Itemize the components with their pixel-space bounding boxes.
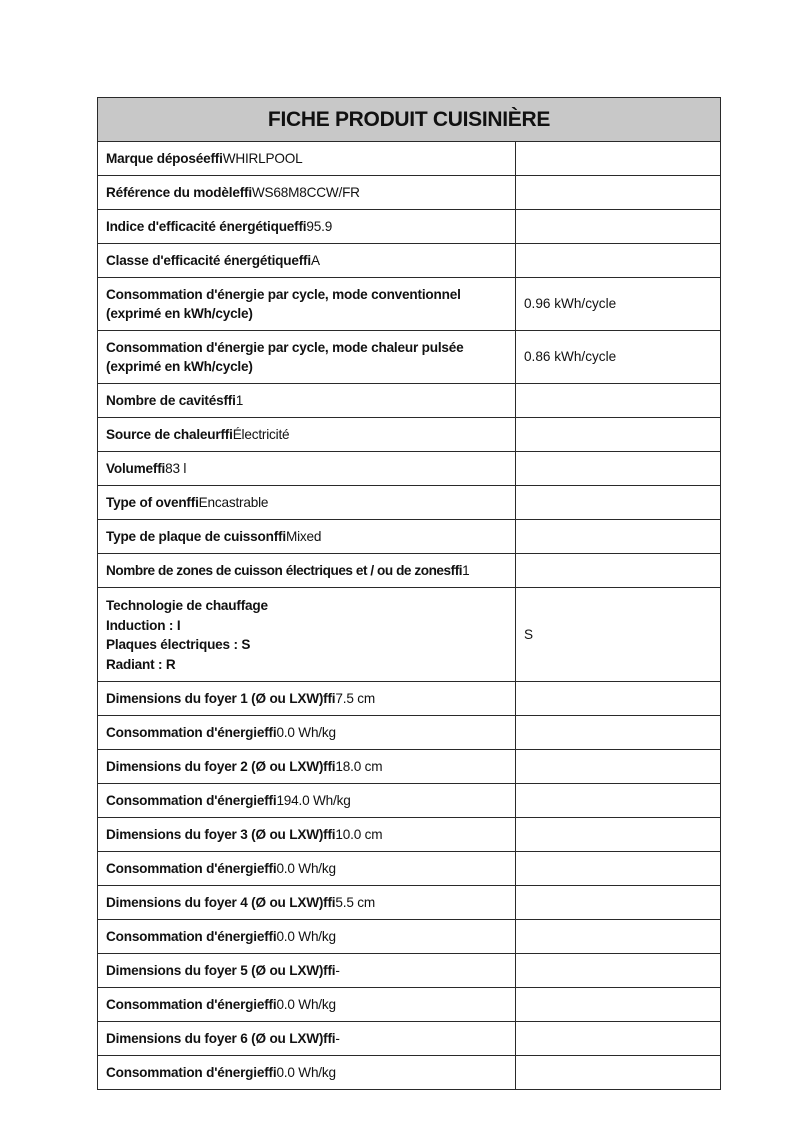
row-label — [98, 554, 516, 588]
field-name-unit: (exprimé en kWh/cycle) — [106, 306, 253, 321]
field-value: 18.0 cm — [335, 758, 383, 774]
field-value: 0.0 Wh/kg — [276, 1064, 336, 1080]
table-row — [98, 520, 721, 554]
field-name: Nombre de zones de cuisson électriques et / ou de zonesffi — [106, 562, 463, 578]
row-label — [98, 1022, 516, 1056]
row-value — [516, 784, 721, 818]
field-name: Dimensions du foyer 4 (Ø ou LXW)ffi — [106, 894, 336, 910]
legend-radiant: Radiant : R — [106, 656, 176, 672]
table-row — [98, 142, 721, 176]
row-value — [516, 954, 721, 988]
row-value — [516, 1022, 721, 1056]
table-row — [98, 954, 721, 988]
table-row — [98, 1022, 721, 1056]
row-value: 0.86 kWh/cycle — [516, 331, 721, 384]
field-name: Consommation d'énergieffi — [106, 1064, 277, 1080]
field-value: 5.5 cm — [335, 894, 375, 910]
field-name: Technologie de chauffage — [106, 598, 268, 613]
field-name: Indice d'efficacité énergétiqueffi — [106, 218, 307, 234]
row-label — [98, 988, 516, 1022]
row-label — [98, 682, 516, 716]
field-name: Consommation d'énergie par cycle, mode chaleur pulsée — [106, 339, 464, 355]
field-name: Dimensions du foyer 1 (Ø ou LXW)ffi — [106, 690, 336, 706]
row-value — [516, 418, 721, 452]
field-name: Consommation d'énergie par cycle, mode conventionnel — [106, 286, 461, 302]
row-value — [516, 244, 721, 278]
row-label — [98, 852, 516, 886]
row-label — [98, 176, 516, 210]
row-value — [516, 750, 721, 784]
field-name: Source de chaleurffi — [106, 426, 233, 442]
row-label — [98, 331, 516, 384]
row-label — [98, 818, 516, 852]
field-value: WS68M8CCW/FR — [251, 184, 360, 200]
table-row — [98, 418, 721, 452]
table-row — [98, 920, 721, 954]
field-value: - — [335, 962, 340, 978]
row-label — [98, 716, 516, 750]
row-label — [98, 750, 516, 784]
row-label — [98, 418, 516, 452]
field-value: 1 — [462, 562, 470, 578]
row-label — [98, 486, 516, 520]
table-row — [98, 988, 721, 1022]
table-row — [98, 588, 721, 682]
table-row — [98, 818, 721, 852]
row-label — [98, 452, 516, 486]
field-name: Classe d'efficacité énergétiqueffi — [106, 252, 311, 268]
row-value: S — [516, 588, 721, 682]
row-value — [516, 142, 721, 176]
row-value — [516, 852, 721, 886]
row-value — [516, 452, 721, 486]
field-value: A — [310, 252, 320, 268]
table-row — [98, 784, 721, 818]
legend-electric-plates: Plaques électriques : S — [106, 637, 251, 652]
table-row — [98, 716, 721, 750]
table-row — [98, 331, 721, 384]
row-value — [516, 210, 721, 244]
field-value: - — [335, 1030, 340, 1046]
field-value: 194.0 Wh/kg — [276, 792, 351, 808]
field-name: Dimensions du foyer 2 (Ø ou LXW)ffi — [106, 758, 336, 774]
row-value — [516, 176, 721, 210]
field-name: Consommation d'énergieffi — [106, 724, 277, 740]
product-sheet-table — [97, 97, 721, 1090]
row-value — [516, 920, 721, 954]
table-row — [98, 176, 721, 210]
field-value: 10.0 cm — [335, 826, 383, 842]
table-row — [98, 452, 721, 486]
field-name: Référence du modèleffi — [106, 184, 252, 200]
row-value — [516, 682, 721, 716]
legend-induction: Induction : I — [106, 617, 181, 633]
field-value: 0.0 Wh/kg — [276, 996, 336, 1012]
row-label — [98, 210, 516, 244]
field-value: Encastrable — [198, 494, 269, 510]
field-value: 0.0 Wh/kg — [276, 928, 336, 944]
field-value: 95.9 — [306, 218, 333, 234]
field-name: Consommation d'énergieffi — [106, 996, 277, 1012]
row-label — [98, 1056, 516, 1090]
field-name-unit: (exprimé en kWh/cycle) — [106, 359, 253, 374]
field-value: 0.0 Wh/kg — [276, 860, 336, 876]
field-name: Consommation d'énergieffi — [106, 928, 277, 944]
field-value: 7.5 cm — [335, 690, 375, 706]
row-label — [98, 886, 516, 920]
row-label — [98, 244, 516, 278]
field-name: Dimensions du foyer 6 (Ø ou LXW)ffi — [106, 1030, 336, 1046]
row-label — [98, 384, 516, 418]
table-row — [98, 486, 721, 520]
field-value: 0.0 Wh/kg — [276, 724, 336, 740]
field-name: Nombre de cavitésffi — [106, 392, 236, 408]
row-value — [516, 384, 721, 418]
table-row — [98, 886, 721, 920]
row-label — [98, 920, 516, 954]
row-value — [516, 716, 721, 750]
table-row — [98, 384, 721, 418]
table-header-row — [98, 98, 721, 142]
field-name: Dimensions du foyer 3 (Ø ou LXW)ffi — [106, 826, 336, 842]
table-row — [98, 554, 721, 588]
table-row — [98, 682, 721, 716]
row-value — [516, 554, 721, 588]
field-name: Consommation d'énergieffi — [106, 792, 277, 808]
table-row — [98, 1056, 721, 1090]
field-name: Type de plaque de cuissonffi — [106, 528, 286, 544]
field-value: WHIRLPOOL — [222, 150, 303, 166]
field-name: Marque déposéeffi — [106, 150, 223, 166]
field-name: Type of ovenffi — [106, 494, 199, 510]
field-name: Volumeffi — [106, 460, 166, 476]
table-row — [98, 210, 721, 244]
row-value — [516, 988, 721, 1022]
row-label — [98, 784, 516, 818]
row-value — [516, 520, 721, 554]
field-value: Électricité — [232, 426, 290, 442]
table-row — [98, 852, 721, 886]
field-value: Mixed — [285, 528, 322, 544]
row-value — [516, 886, 721, 920]
row-label — [98, 588, 516, 682]
field-name: Dimensions du foyer 5 (Ø ou LXW)ffi — [106, 962, 336, 978]
row-value — [516, 1056, 721, 1090]
field-name: Consommation d'énergieffi — [106, 860, 277, 876]
row-label — [98, 954, 516, 988]
row-value — [516, 486, 721, 520]
page-title: FICHE PRODUIT CUISINIÈRE — [98, 98, 721, 142]
table-row — [98, 750, 721, 784]
row-label — [98, 278, 516, 331]
field-value: 83 l — [165, 460, 187, 476]
row-value — [516, 818, 721, 852]
field-value: 1 — [235, 392, 244, 408]
table-row — [98, 244, 721, 278]
row-value: 0.96 kWh/cycle — [516, 278, 721, 331]
row-label — [98, 520, 516, 554]
row-label — [98, 142, 516, 176]
table-row — [98, 278, 721, 331]
